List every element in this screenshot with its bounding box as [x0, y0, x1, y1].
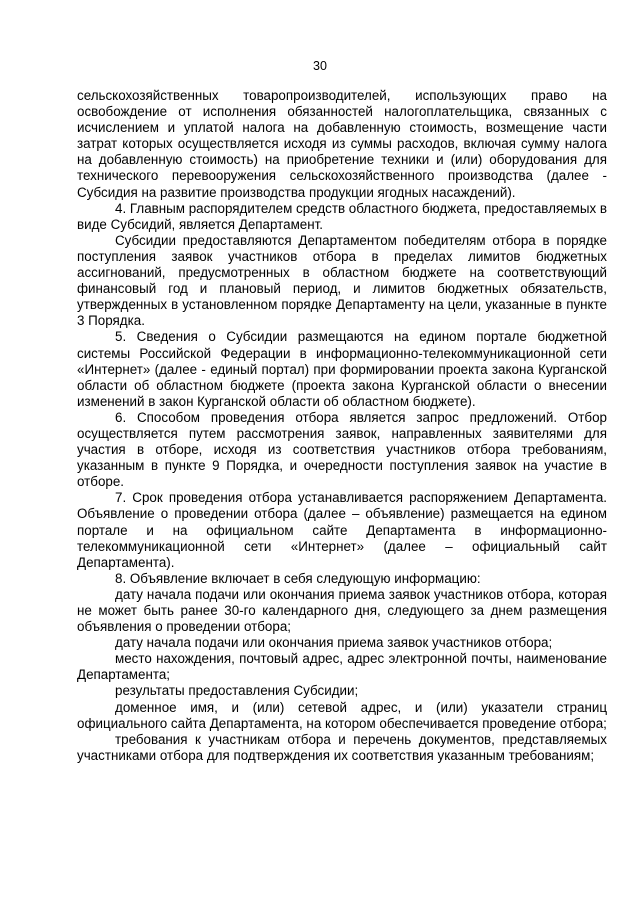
paragraph: сельскохозяйственных товаропроизводителей, использующих право на освобождение от исполнения обязанностей налогоплательщика, связанных с исчислением и уплатой налога на добавленную стоимость, возмещение части затрат которых осуществляется исходя из суммы расходов, включая сумму налога на добавленную стоимость) на приобретение техники и (или) оборудования для технического перевооружения сельскохозяйственного производства (далее - Субсидия на развитие производства продукции ягодных насаждений).	[77, 88, 607, 200]
paragraph: 5. Сведения о Субсидии размещаются на едином портале бюджетной системы Российской Федерации в информационно-телекоммуникационной сети «Интернет» (далее - единый портал) при формировании проекта закона Курганской области об областном бюджете (проекта закона Курганской области о внесении изменений в закон Курганской области об областном бюджете).	[77, 329, 607, 409]
paragraph: 4. Главным распорядителем средств областного бюджета, предоставляемых в виде Субсидий, является Департамент.	[77, 200, 607, 232]
paragraph: 6. Способом проведения отбора является запрос предложений. Отбор осуществляется путем рассмотрения заявок, направленных заявителями для участия в отборе, исходя из соответствия участников отбора требованиям, указанным в пункте 9 Порядка, и очередности поступления заявок на участие в отборе.	[77, 409, 607, 490]
paragraph: 8. Объявление включает в себя следующую информацию:	[115, 570, 481, 586]
paragraph: место нахождения, почтовый адрес, адрес электронной почты, наименование Департамента;	[77, 651, 607, 683]
paragraph: результаты предоставления Субсидии;	[115, 683, 359, 699]
paragraph: Субсидии предоставляются Департаментом победителям отбора в порядке поступления заявок участников отбора в пределах лимитов бюджетных ассигнований, предусмотренных в областном бюджете на соответствующий финансовый год и плановый период, и лимитов бюджетных обязательств, утвержденных в установленном порядке Департаменту на цели, указанные в пункте 3 Порядка.	[77, 232, 607, 329]
paragraph: 7. Срок проведения отбора устанавливается распоряжением Департамента. Объявление о проведении отбора (далее – объявление) размещается на едином портале и на официальном сайте Департамента в информационно-телекоммуникационной сети «Интернет» (далее – официальный сайт Департамента).	[77, 490, 607, 570]
paragraph: доменное имя, и (или) сетевой адрес, и (или) указатели страниц официального сайта Департамента, на котором обеспечивается проведение отбора;	[77, 699, 607, 731]
paragraph: дату начала подачи или окончания приема заявок участников отбора;	[115, 635, 553, 651]
document-body	[77, 88, 607, 764]
paragraph: требования к участникам отбора и перечень документов, представляемых участниками отбора для подтверждения их соответствия указанным требованиям;	[77, 731, 607, 763]
page-number: 30	[313, 59, 327, 73]
paragraph: дату начала подачи или окончания приема заявок участников отбора, которая не может быть ранее 30-го календарного дня, следующего за днем размещения объявления о проведении отбора;	[77, 586, 607, 635]
